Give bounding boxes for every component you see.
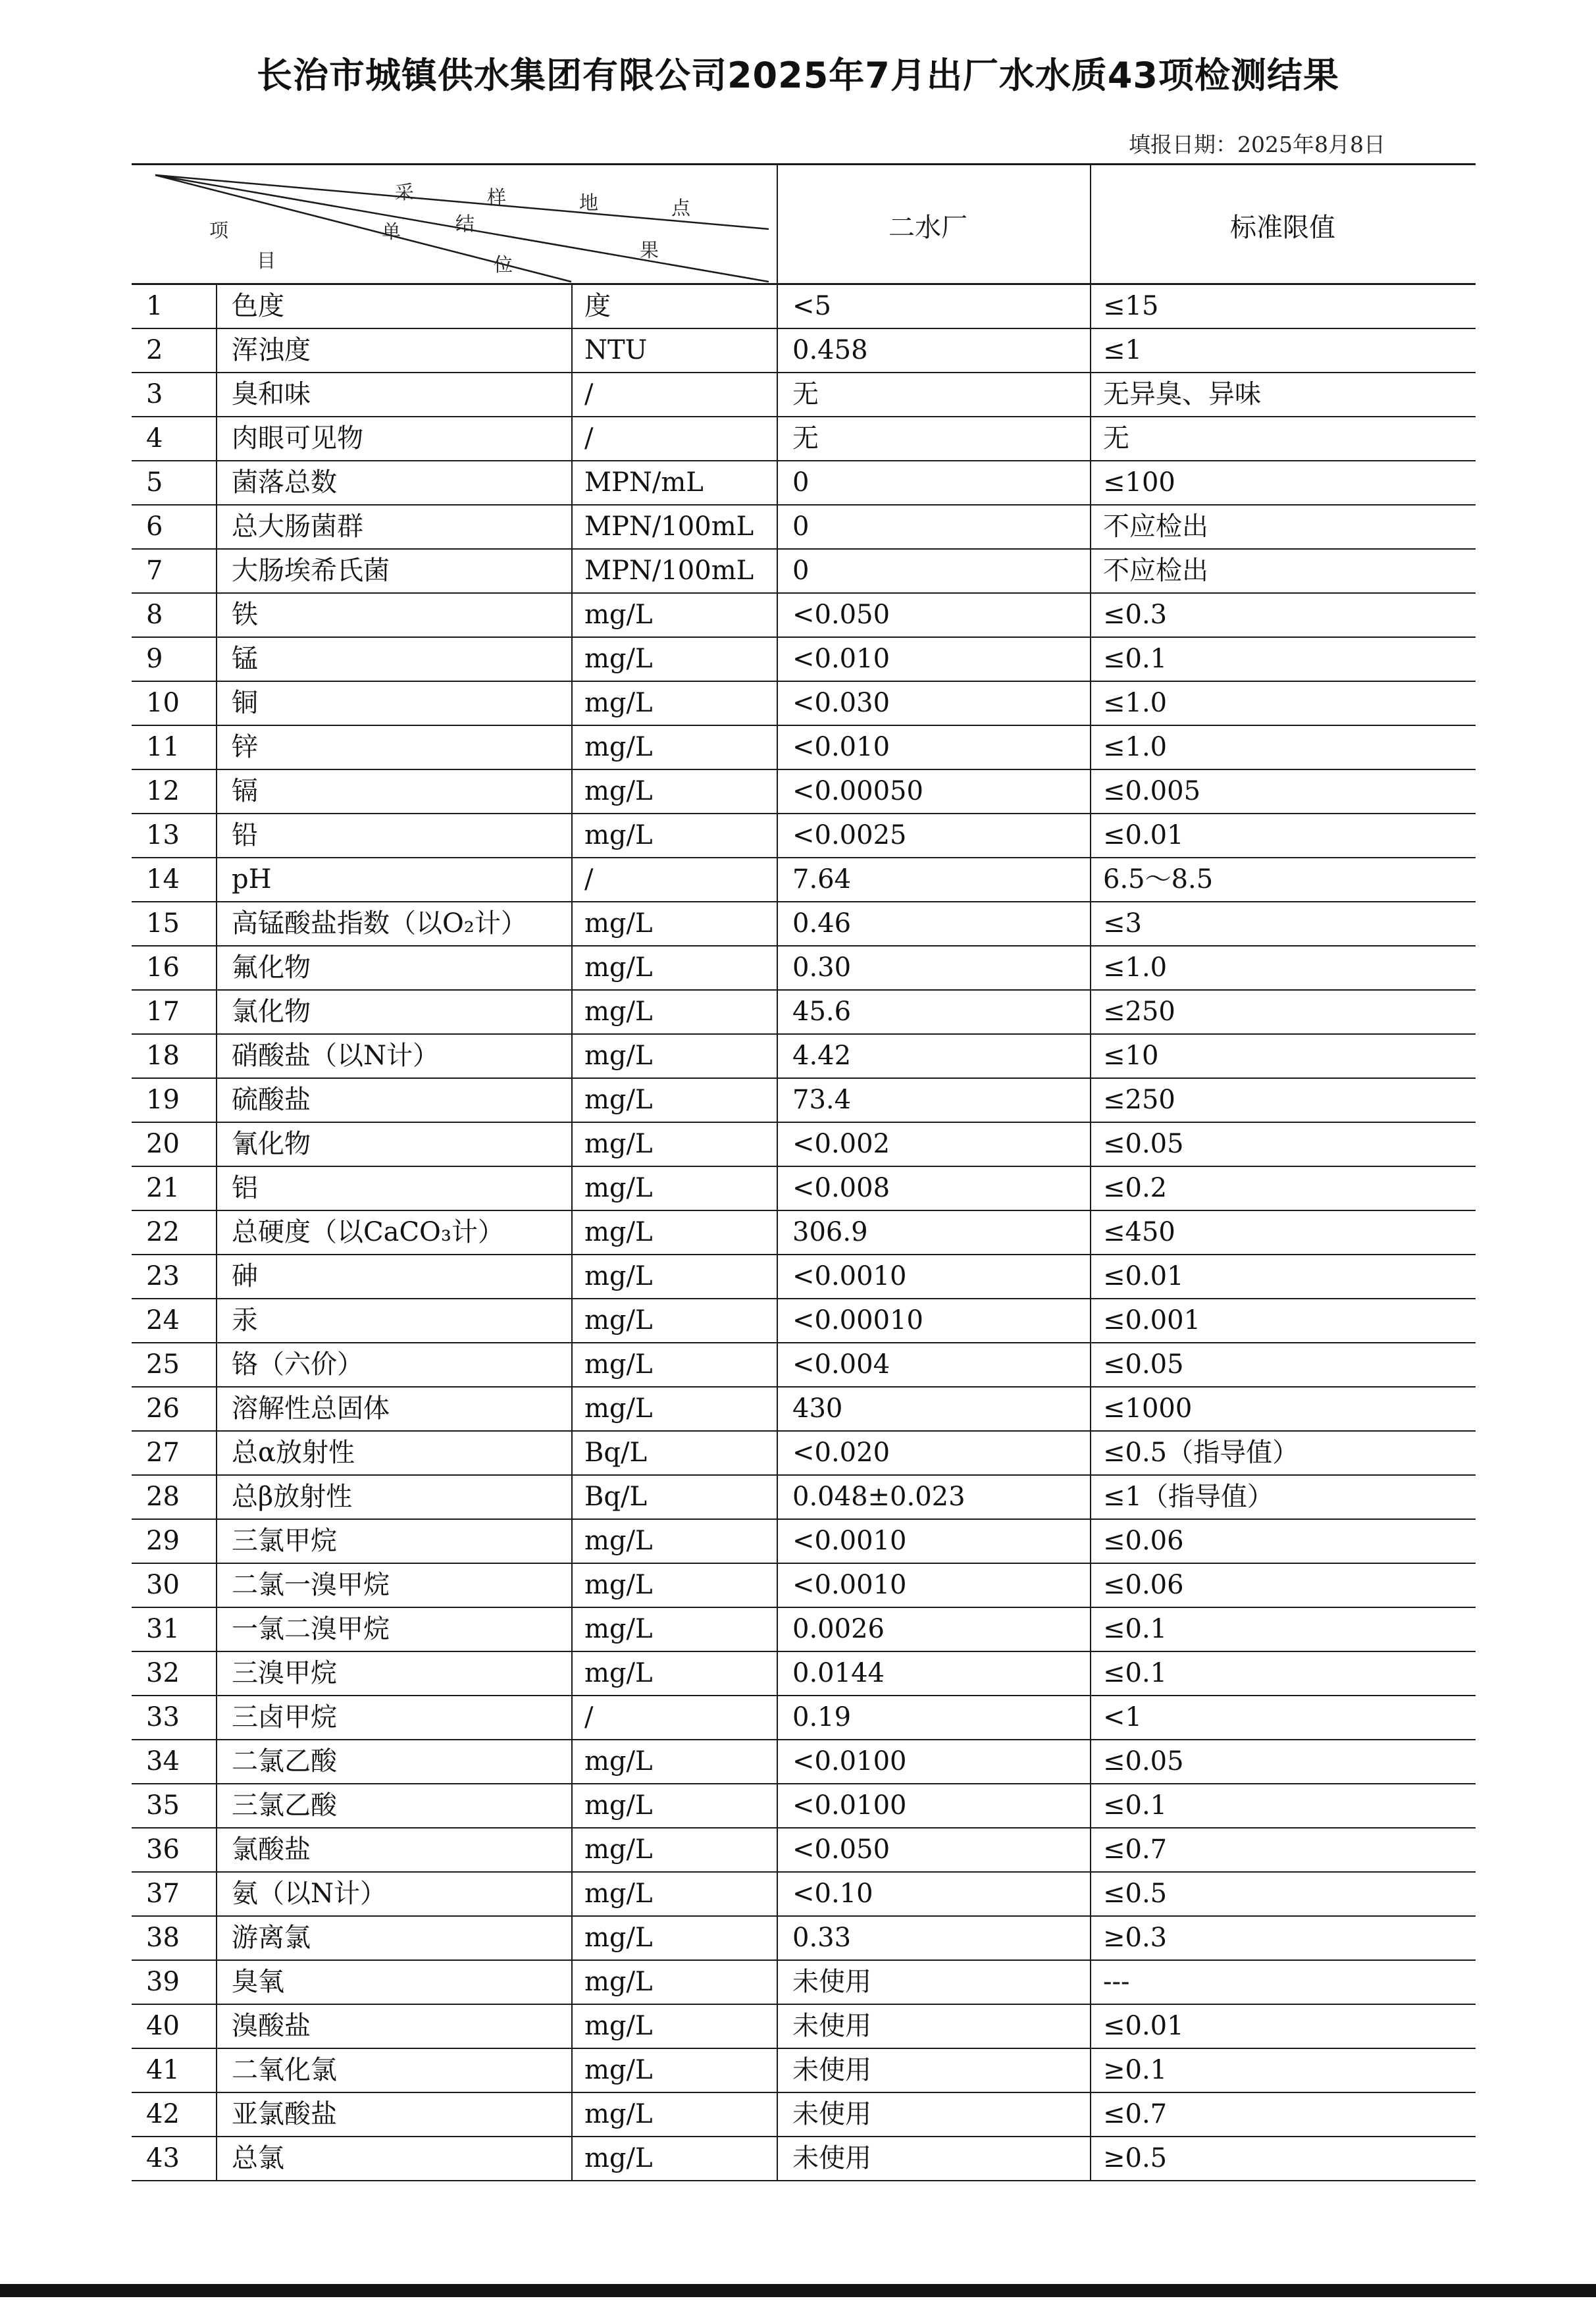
plant-value: 未使用 xyxy=(792,2055,871,2085)
plant-value: 0.048±0.023 xyxy=(792,1482,965,1512)
plant-value: 无 xyxy=(792,423,819,454)
plant-value: 45.6 xyxy=(792,997,852,1027)
unit-cell: mg/L xyxy=(584,1526,653,1556)
limit-value: ≤0.005 xyxy=(1103,776,1201,806)
unit-cell: mg/L xyxy=(584,1967,653,1997)
item-name: 溶解性总固体 xyxy=(232,1393,390,1424)
row-number: 9 xyxy=(146,644,163,674)
plant-value: 0 xyxy=(792,556,810,586)
row-number: 6 xyxy=(146,511,163,542)
row-number: 15 xyxy=(146,908,180,939)
item-name: 三氯甲烷 xyxy=(232,1526,337,1556)
table-row xyxy=(132,328,1476,373)
table-row xyxy=(132,990,1476,1034)
plant-value: <0.010 xyxy=(792,644,890,674)
limit-value: ≤0.7 xyxy=(1103,2099,1168,2129)
unit-cell: mg/L xyxy=(584,1041,653,1071)
limit-value: ≤0.7 xyxy=(1103,1834,1168,1865)
unit-cell: mg/L xyxy=(584,1923,653,1953)
item-name: 镉 xyxy=(232,776,258,806)
item-name: 铅 xyxy=(232,820,258,850)
unit-cell: mg/L xyxy=(584,2143,653,2173)
unit-cell: mg/L xyxy=(584,1658,653,1688)
unit-cell: mg/L xyxy=(584,1614,653,1644)
table-row xyxy=(132,1210,1476,1255)
plant-value: <0.008 xyxy=(792,1173,890,1203)
row-number: 12 xyxy=(146,776,180,806)
item-name: 臭氧 xyxy=(232,1967,284,1997)
limit-value: ≤3 xyxy=(1103,908,1142,939)
unit-cell: mg/L xyxy=(584,644,653,674)
plant-value: <0.050 xyxy=(792,1834,890,1865)
limit-value: ≤0.1 xyxy=(1103,1790,1168,1821)
table-row xyxy=(132,1607,1476,1651)
unit-cell: Bq/L xyxy=(584,1482,648,1512)
header-label: 位 xyxy=(494,253,513,276)
limit-value: ≤100 xyxy=(1103,467,1175,498)
table-row xyxy=(132,1519,1476,1563)
table-row xyxy=(132,1740,1476,1784)
item-name: 氯化物 xyxy=(232,997,311,1027)
row-number: 16 xyxy=(146,952,180,983)
row-number: 14 xyxy=(146,864,180,895)
unit-cell: mg/L xyxy=(584,2055,653,2085)
table-row xyxy=(132,1255,1476,1299)
table-row xyxy=(132,1078,1476,1122)
plant-value: 0 xyxy=(792,467,810,498)
row-number: 13 xyxy=(146,820,180,850)
plant-value: <0.010 xyxy=(792,732,890,762)
row-number: 11 xyxy=(146,732,180,762)
item-name: 氨（以N计） xyxy=(232,1879,386,1909)
item-name: 铝 xyxy=(232,1173,258,1203)
plant-value: <0.020 xyxy=(792,1438,890,1468)
row-number: 4 xyxy=(146,423,163,454)
unit-cell: mg/L xyxy=(584,1746,653,1777)
row-number: 7 xyxy=(146,556,163,586)
unit-cell: mg/L xyxy=(584,1173,653,1203)
item-name: 肉眼可见物 xyxy=(232,423,363,454)
row-number: 19 xyxy=(146,1085,180,1115)
table-row xyxy=(132,1872,1476,1916)
table-row xyxy=(132,417,1476,461)
plant-value: 0 xyxy=(792,511,810,542)
table-row xyxy=(132,461,1476,505)
plant-value: 0.30 xyxy=(792,952,852,983)
row-number: 29 xyxy=(146,1526,180,1556)
row-number: 31 xyxy=(146,1614,180,1644)
row-number: 34 xyxy=(146,1746,180,1777)
plant-value: <0.0100 xyxy=(792,1790,907,1821)
plant-value: <0.0010 xyxy=(792,1261,907,1291)
table-row xyxy=(132,2048,1476,2092)
plant-value: 0.33 xyxy=(792,1923,852,1953)
plant-value: <5 xyxy=(792,291,831,321)
row-number: 8 xyxy=(146,600,163,630)
row-number: 21 xyxy=(146,1173,180,1203)
limit-value: ≤0.5 xyxy=(1103,1879,1168,1909)
row-number: 24 xyxy=(146,1305,180,1336)
item-name: 硝酸盐（以N计） xyxy=(232,1041,439,1071)
unit-cell: MPN/mL xyxy=(584,467,704,498)
table-row xyxy=(132,2092,1476,2137)
plant-value: 无 xyxy=(792,379,819,409)
item-name: 二氧化氯 xyxy=(232,2055,337,2085)
table-row xyxy=(132,2137,1476,2181)
plant-value: 0.0026 xyxy=(792,1614,885,1644)
unit-cell: 度 xyxy=(584,291,611,321)
item-name: 二氯一溴甲烷 xyxy=(232,1570,390,1600)
item-name: 总大肠菌群 xyxy=(232,511,363,542)
limit-value: ≤0.05 xyxy=(1103,1746,1184,1777)
item-name: 铜 xyxy=(232,688,258,718)
plant-column-header: 二水厂 xyxy=(888,213,967,243)
item-name: 锌 xyxy=(232,732,258,762)
header-label: 结 xyxy=(455,213,475,235)
table-row xyxy=(132,1166,1476,1210)
limit-value: ≤0.2 xyxy=(1103,1173,1168,1203)
plant-value: 未使用 xyxy=(792,2143,871,2173)
row-number: 42 xyxy=(146,2099,180,2129)
header-label: 目 xyxy=(257,249,276,272)
item-name: 游离氯 xyxy=(232,1923,311,1953)
limit-value: ≤1.0 xyxy=(1103,952,1168,983)
item-name: 二氯乙酸 xyxy=(232,1746,337,1777)
item-name: 铬（六价） xyxy=(232,1349,363,1380)
item-name: 臭和味 xyxy=(232,379,311,409)
unit-cell: mg/L xyxy=(584,1261,653,1291)
row-number: 25 xyxy=(146,1349,180,1380)
table-row xyxy=(132,946,1476,990)
header-label: 单 xyxy=(382,221,401,243)
document-title: 长治市城镇供水集团有限公司2025年7月出厂水水质43项检测结果 xyxy=(256,55,1339,96)
unit-cell: / xyxy=(584,379,594,409)
limit-value: --- xyxy=(1103,1967,1130,1997)
plant-value: 4.42 xyxy=(792,1041,852,1071)
table-row xyxy=(132,1651,1476,1696)
unit-cell: mg/L xyxy=(584,1790,653,1821)
limit-value: ≤250 xyxy=(1103,1085,1175,1115)
limit-value: 无异臭、异味 xyxy=(1103,379,1261,409)
limit-value: ≤250 xyxy=(1103,997,1175,1027)
table-row xyxy=(132,1122,1476,1166)
item-name: 总氯 xyxy=(232,2143,284,2173)
limit-value: ≤450 xyxy=(1103,1217,1175,1247)
limit-value: ≤0.3 xyxy=(1103,600,1168,630)
table-row xyxy=(132,1696,1476,1740)
item-name: 色度 xyxy=(232,291,284,321)
table-row xyxy=(132,637,1476,681)
plant-value: 73.4 xyxy=(792,1085,852,1115)
row-number: 40 xyxy=(146,2011,180,2041)
table-row xyxy=(132,1784,1476,1828)
table-row xyxy=(132,1299,1476,1343)
table-row xyxy=(132,505,1476,549)
table-row xyxy=(132,1563,1476,1607)
item-name: 砷 xyxy=(232,1261,258,1291)
limit-value: 无 xyxy=(1103,423,1129,454)
item-name: 一氯二溴甲烷 xyxy=(232,1614,390,1644)
table-row xyxy=(132,858,1476,902)
table-row xyxy=(132,769,1476,814)
item-name: 亚氯酸盐 xyxy=(232,2099,337,2129)
unit-cell: mg/L xyxy=(584,776,653,806)
plant-value: <0.0025 xyxy=(792,820,907,850)
header-label: 采 xyxy=(395,181,415,203)
row-number: 5 xyxy=(146,467,163,498)
row-number: 37 xyxy=(146,1879,180,1909)
limit-value: ≤1 xyxy=(1103,335,1142,365)
item-name: 总硬度（以CaCO₃计） xyxy=(232,1217,504,1247)
item-name: 溴酸盐 xyxy=(232,2011,311,2041)
row-number: 17 xyxy=(146,997,180,1027)
row-number: 27 xyxy=(146,1438,180,1468)
unit-cell: mg/L xyxy=(584,908,653,939)
plant-value: <0.00050 xyxy=(792,776,923,806)
unit-cell: mg/L xyxy=(584,1349,653,1380)
unit-cell: MPN/100mL xyxy=(584,511,754,542)
plant-value: 未使用 xyxy=(792,2011,871,2041)
limit-value: ≤0.5（指导值） xyxy=(1103,1438,1299,1468)
row-number: 30 xyxy=(146,1570,180,1600)
unit-cell: mg/L xyxy=(584,1305,653,1336)
header-label: 项 xyxy=(209,219,229,242)
limit-value: 不应检出 xyxy=(1103,556,1208,586)
table-row xyxy=(132,1343,1476,1387)
unit-cell: mg/L xyxy=(584,997,653,1027)
limit-column-header: 标准限值 xyxy=(1230,213,1335,243)
row-number: 26 xyxy=(146,1393,180,1424)
plant-value: 未使用 xyxy=(792,1967,871,1997)
plant-value: <0.0010 xyxy=(792,1570,907,1600)
limit-value: ≤0.01 xyxy=(1103,820,1184,850)
table-row xyxy=(132,1828,1476,1872)
item-name: 氰化物 xyxy=(232,1129,311,1159)
limit-value: ≤1.0 xyxy=(1103,732,1168,762)
plant-value: <0.002 xyxy=(792,1129,890,1159)
header-label: 果 xyxy=(640,239,659,261)
plant-value: 0.0144 xyxy=(792,1658,885,1688)
item-name: 氟化物 xyxy=(232,952,311,983)
limit-value: ≤0.001 xyxy=(1103,1305,1201,1336)
limit-value: 不应检出 xyxy=(1103,511,1208,542)
item-name: 大肠埃希氏菌 xyxy=(232,556,390,586)
unit-cell: / xyxy=(584,423,594,454)
item-name: 三卤甲烷 xyxy=(232,1702,337,1732)
unit-cell: mg/L xyxy=(584,1570,653,1600)
row-number: 33 xyxy=(146,1702,180,1732)
plant-value: <0.004 xyxy=(792,1349,890,1380)
row-number: 39 xyxy=(146,1967,180,1997)
table-row xyxy=(132,1916,1476,1960)
limit-value: ≤0.01 xyxy=(1103,1261,1184,1291)
table-row xyxy=(132,681,1476,725)
header-label: 样 xyxy=(487,186,507,209)
unit-cell: mg/L xyxy=(584,732,653,762)
limit-value: ≤15 xyxy=(1103,291,1159,321)
item-name: 硫酸盐 xyxy=(232,1085,311,1115)
item-name: 锰 xyxy=(232,644,258,674)
limit-value: ≤1（指导值） xyxy=(1103,1482,1274,1512)
plant-value: <0.0010 xyxy=(792,1526,907,1556)
row-number: 23 xyxy=(146,1261,180,1291)
plant-value: <0.00010 xyxy=(792,1305,923,1336)
table-row xyxy=(132,2004,1476,2048)
unit-cell: / xyxy=(584,1702,594,1732)
plant-value: <0.030 xyxy=(792,688,890,718)
limit-value: 6.5～8.5 xyxy=(1103,864,1214,895)
row-number: 3 xyxy=(146,379,163,409)
table-row xyxy=(132,593,1476,637)
item-name: 总α放射性 xyxy=(232,1438,355,1468)
limit-value: ≤0.05 xyxy=(1103,1349,1184,1380)
limit-value: ≤10 xyxy=(1103,1041,1159,1071)
row-number: 41 xyxy=(146,2055,180,2085)
scan-edge-bar xyxy=(0,2284,1596,2297)
row-number: 10 xyxy=(146,688,180,718)
unit-cell: mg/L xyxy=(584,600,653,630)
unit-cell: NTU xyxy=(584,335,648,365)
item-name: 汞 xyxy=(232,1305,258,1336)
plant-value: <0.10 xyxy=(792,1879,873,1909)
limit-value: ≥0.1 xyxy=(1103,2055,1168,2085)
limit-value: ≤0.06 xyxy=(1103,1526,1184,1556)
unit-cell: mg/L xyxy=(584,1393,653,1424)
row-number: 20 xyxy=(146,1129,180,1159)
plant-value: <0.0100 xyxy=(792,1746,907,1777)
item-name: pH xyxy=(232,864,272,895)
row-number: 38 xyxy=(146,1923,180,1953)
row-number: 22 xyxy=(146,1217,180,1247)
limit-value: ≤0.1 xyxy=(1103,644,1168,674)
unit-cell: / xyxy=(584,864,594,895)
limit-value: ≤1000 xyxy=(1103,1393,1193,1424)
table-row xyxy=(132,1034,1476,1078)
unit-cell: mg/L xyxy=(584,2011,653,2041)
row-number: 18 xyxy=(146,1041,180,1071)
row-number: 36 xyxy=(146,1834,180,1865)
header-label: 地 xyxy=(579,192,599,214)
table-row xyxy=(132,814,1476,858)
unit-cell: mg/L xyxy=(584,1129,653,1159)
item-name: 氯酸盐 xyxy=(232,1834,311,1865)
row-number: 43 xyxy=(146,2143,180,2173)
plant-value: 306.9 xyxy=(792,1217,868,1247)
item-name: 铁 xyxy=(232,600,258,630)
row-number: 2 xyxy=(146,335,163,365)
plant-value: 0.19 xyxy=(792,1702,852,1732)
table-row xyxy=(132,549,1476,593)
limit-value: ≤0.06 xyxy=(1103,1570,1184,1600)
table-row xyxy=(132,1960,1476,2004)
unit-cell: mg/L xyxy=(584,1217,653,1247)
unit-cell: mg/L xyxy=(584,820,653,850)
table-row xyxy=(132,284,1476,328)
table-row xyxy=(132,1475,1476,1519)
item-name: 总β放射性 xyxy=(232,1482,353,1512)
item-name: 菌落总数 xyxy=(232,467,337,498)
table-row xyxy=(132,373,1476,417)
plant-value: 未使用 xyxy=(792,2099,871,2129)
unit-cell: mg/L xyxy=(584,952,653,983)
item-name: 浑浊度 xyxy=(232,335,311,365)
limit-value: ≤0.05 xyxy=(1103,1129,1184,1159)
row-number: 28 xyxy=(146,1482,180,1512)
unit-cell: MPN/100mL xyxy=(584,556,754,586)
limit-value: ≤1.0 xyxy=(1103,688,1168,718)
plant-value: 0.458 xyxy=(792,335,868,365)
unit-cell: mg/L xyxy=(584,1879,653,1909)
unit-cell: mg/L xyxy=(584,1085,653,1115)
plant-value: 0.46 xyxy=(792,908,852,939)
row-number: 1 xyxy=(146,291,163,321)
table-row xyxy=(132,725,1476,769)
row-number: 35 xyxy=(146,1790,180,1821)
plant-value: 430 xyxy=(792,1393,843,1424)
fill-date: 填报日期：2025年8月8日 xyxy=(1129,132,1385,157)
limit-value: ≥0.5 xyxy=(1103,2143,1168,2173)
table-row xyxy=(132,1431,1476,1475)
item-name: 三溴甲烷 xyxy=(232,1658,337,1688)
table-row xyxy=(132,1387,1476,1431)
table-top-border xyxy=(132,163,1476,165)
unit-cell: mg/L xyxy=(584,1834,653,1865)
unit-cell: Bq/L xyxy=(584,1438,648,1468)
row-number: 32 xyxy=(146,1658,180,1688)
unit-cell: mg/L xyxy=(584,688,653,718)
item-name: 三氯乙酸 xyxy=(232,1790,337,1821)
plant-value: 7.64 xyxy=(792,864,852,895)
unit-cell: mg/L xyxy=(584,2099,653,2129)
limit-value: ≥0.3 xyxy=(1103,1923,1168,1953)
limit-value: ≤0.1 xyxy=(1103,1614,1168,1644)
table-row xyxy=(132,902,1476,946)
plant-value: <0.050 xyxy=(792,600,890,630)
limit-value: ≤0.01 xyxy=(1103,2011,1184,2041)
header-label: 点 xyxy=(671,197,691,219)
limit-value: ≤0.1 xyxy=(1103,1658,1168,1688)
item-name: 高锰酸盐指数（以O₂计） xyxy=(232,908,527,939)
results-table xyxy=(132,163,1476,2183)
limit-value: <1 xyxy=(1103,1702,1142,1732)
